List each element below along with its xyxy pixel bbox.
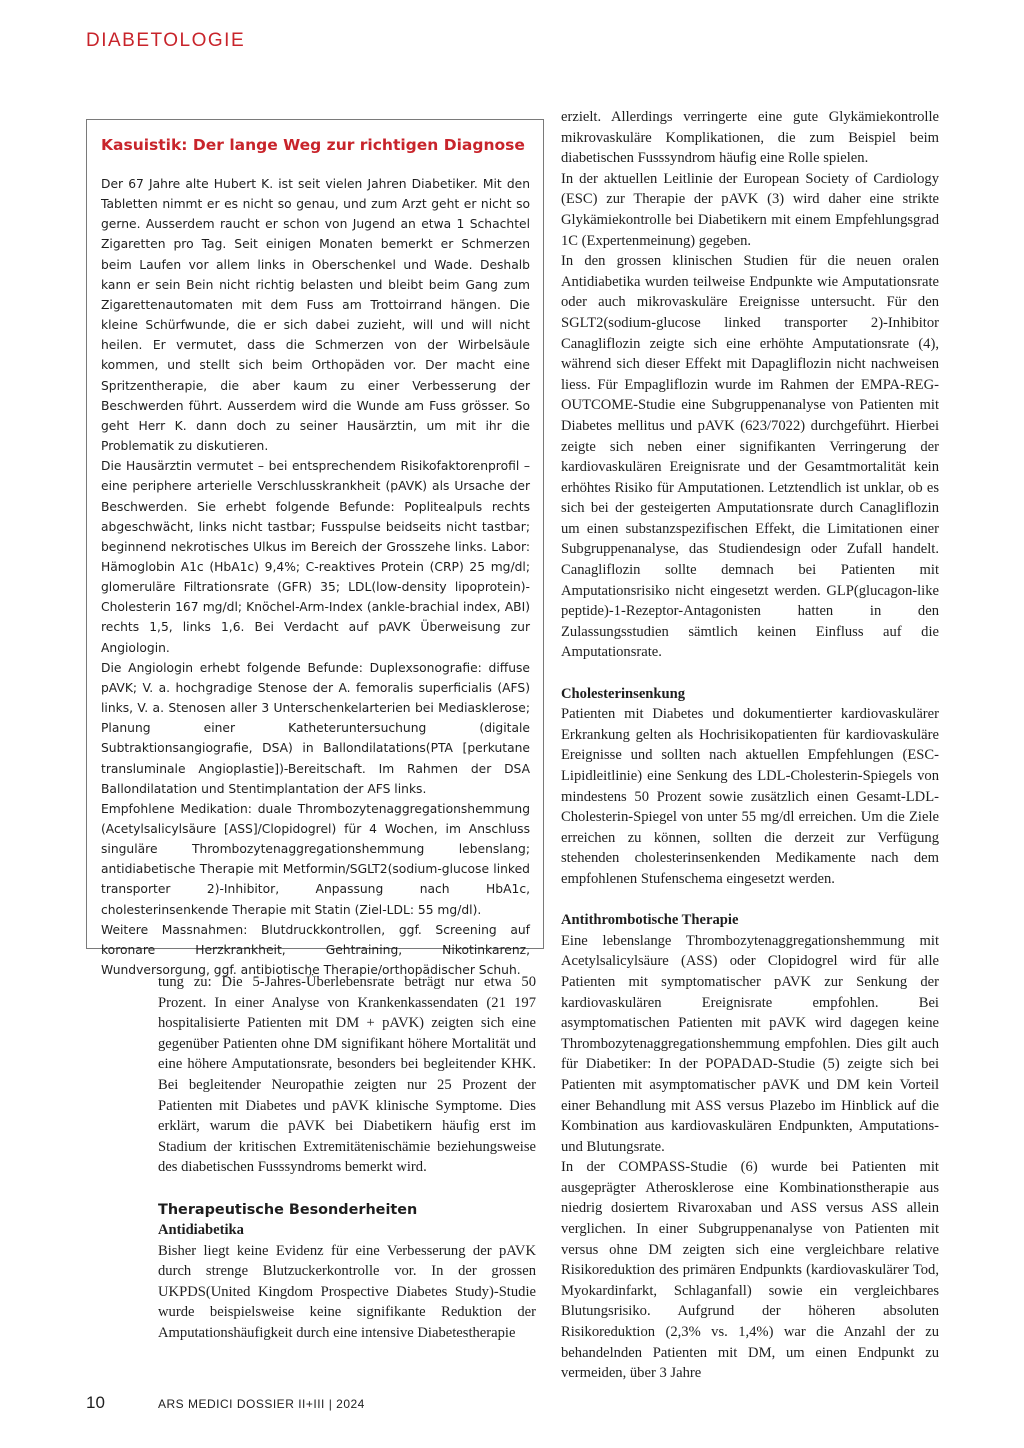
- section-heading: Therapeutische Besonderheiten: [158, 1201, 418, 1218]
- case-paragraph: Weitere Massnahmen: Blutdruckkontrollen, ggf. Screening auf koronare Herzkrankheit, Gehtraining, Nikotinkarenz, Wundversorgung, ggf. antibiotische Therapie/orthopädischer Schuh.: [101, 922, 530, 978]
- body-paragraph: In der COMPASS-Studie (6) wurde bei Patienten mit ausgeprägter Atherosklerose eine Kombinationstherapie aus niedrig dosiertem Rivaroxaban und ASS versus ASS allein verglichen. In einer Subgruppenanalyse von Patienten mit versus ohne DM zeigten sich eine vergleichbare relative Risikoreduktion des primären Endpunkts (kardiovaskulärer Tod, Myokardinfarkt, Schlaganfall) sowie ein vergleichbares Blutungsrisiko. Aufgrund der höheren absoluten Risikoreduktion (2,3% vs. 1,4%) war die Anzahl der zu behandelnden Patienten mit DM, um einen Endpunkt zu vermeiden, über 3 Jahre: [561, 1159, 939, 1382]
- case-paragraph: Empfohlene Medikation: duale Thrombozytenaggregationshemmung (Acetylsalicylsäure [ASS]/Clopidogrel) für 4 Wochen, im Anschluss singuläre Thrombozytenaggregationshemmung lebenslang; antidiabetische Therapie mit Metformin/SGLT2(sodium-glucose linked transporter 2)-Inhibitor, Anpassung nach HbA1c, cholesterinsenkende Therapie mit Statin (Ziel-LDL: 55 mg/dl).: [101, 801, 530, 917]
- subsection-heading: Antidiabetika: [158, 1221, 244, 1238]
- body-paragraph: erzielt. Allerdings verringerte eine gute Glykämiekontrolle mikrovaskuläre Komplikationen, die zum Beispiel beim diabetischen Fusssyndrom häufig eine Rolle spielen.: [561, 109, 939, 167]
- subsection-heading: Antithrombotische Therapie: [561, 912, 739, 929]
- section-header: DIABETOLOGIE: [86, 30, 246, 51]
- body-paragraph: tung zu: Die 5-Jahres-Überlebensrate beträgt nur etwa 50 Prozent. In einer Analyse von Krankenkassendaten (21 197 hospitalisierte Patienten mit DM + pAVK) zeigten sich eine gegenüber Patienten ohne DM signifikant höhere Mortalität und eine höhere Amputationsrate, besonders bei begleitender KHK. Bei begleitender Neuropathie zeigten nur 25 Prozent der Patienten mit Diabetes und pAVK klinische Symptome. Dies erklärt, warum die pAVK bei Diabetikern häufig erst im Stadium der kritischen Extremitätenischämie beziehungsweise des diabetischen Fusssyndroms bemerkt wird.: [158, 974, 536, 1176]
- journal-name: ARS MEDICI DOSSIER II+III | 2024: [158, 1397, 365, 1411]
- case-paragraph: Der 67 Jahre alte Hubert K. ist seit vielen Jahren Diabetiker. Mit den Tabletten nimmt er es nicht so genau, und zum Arzt geht er nicht so gerne. Ausserdem raucht er schon von Jugend an etwa 1 Schachtel Zigaretten pro Tag. Seit einigen Monaten bemerkt er Schmerzen beim Laufen vor allem links in Oberschenkel und Wade. Deshalb kann er sein Bein nicht richtig belasten und bleibt beim Gang zum Zigarettenautomaten mit dem Fuss am Trottoirrand hängen. Die kleine Schürfwunde, die er sich dabei zuzieht, will und will nicht heilen. Er vermutet, dass die Schmerzen von der Wirbelsäule kommen, und stellt sich beim Orthopäden vor. Der macht eine Spritzentherapie, die aber kaum zu einer Verbesserung der Beschwerden führt. Ausserdem wird die Wunde am Fuss grösser. So geht Herr K. dann doch zu seiner Hausärztin, um mit ihr die Problematik zu diskutieren.: [101, 177, 530, 454]
- body-paragraph: Patienten mit Diabetes und dokumentierter kardiovaskulärer Erkrankung gelten als Hochrisikopatienten für kardiovaskuläre Ereignisse und sollten nach aktuellen Empfehlungen (ESC-Lipidleitlinie) eine Senkung des LDL-Cholesterin-Spiegels von mindestens 50 Prozent sowie zusätzlich einen Gesamt-LDL-Cholesterin-Spiegel von unter 55 mg/dl erreichen. Um die Ziele erreichen zu können, sollten die derzeit zur Verfügung stehenden cholesterinsenkenden Medikamente nach dem empfohlenen Stufenschema eingesetzt werden.: [561, 706, 939, 887]
- case-study-title: Kasuistik: Der lange Weg zur richtigen Diagnose: [101, 136, 525, 154]
- body-paragraph: Bisher liegt keine Evidenz für eine Verbesserung der pAVK durch strenge Blutzuckerkontrolle vor. In der grossen UKPDS(United Kingdom Prospective Diabetes Study)-Studie wurde beispielsweise keine signifikante Reduktion der Amputationshäufigkeit durch eine intensive Diabetestherapie: [158, 1242, 536, 1341]
- case-study-box: [86, 119, 544, 978]
- right-column: [561, 107, 939, 1384]
- body-paragraph: In den grossen klinischen Studien für die neuen oralen Antidiabetika wurden teilweise Endpunkte wie Amputationsrate oder auch mikrovaskuläre Ereignisse untersucht. Für den SGLT2(sodium-glucose linked transporter 2)-Inhibitor Canagliflozin zeigte sich eine erhöhte Amputationsrate (4), während sich dieser Effekt mit Dapagliflozin nicht nachweisen liess. Für Empagliflozin wurde im Rahmen der EMPA-REG-OUTCOME-Studie eine Subgruppenanalyse von Patienten mit Diabetes mellitus und pAVK (623/7022) durchgeführt. Hierbei zeigte sich neben einer signifikanten Verringerung der kardiovaskulären Ereignisrate und der Gesamtmortalität kein erhöhtes Risiko für Amputationen. Letztendlich ist unklar, ob es sich bei der gesteigerten Amputationsrate durch Canagliflozin um einen substanzspezifischen Effekt, die Limitationen einer Subgruppenanalyse, das Studiendesign oder Zufall handelt. Canagliflozin sollte demnach bei Patienten mit Amputationsrisiko nicht eingesetzt werden. GLP(glucagon-like peptide)-1-Rezeptor-Antagonisten hatten in den Zulassungsstudien sämtlich keinen Einfluss auf die Amputationsrate.: [561, 253, 939, 661]
- body-paragraph: Eine lebenslange Thrombozytenaggregationshemmung mit Acetylsalicylsäure (ASS) oder Clopidogrel wird für alle Patienten mit symptomatischer pAVK zur Senkung der kardiovaskulären Ereignisrate empfohlen. Bei asymptomatischen Patienten mit pAVK wird dagegen keine Thrombozytenaggregationshemmung empfohlen. Dies gilt auch für Diabetiker: In der POPADAD-Studie (5) zeigte sich bei Patienten mit asymptomatischer pAVK und DM kein Vorteil einer Behandlung mit ASS versus Plazebo im Hinblick auf die Kombination aus kardiovaskulären Endpunkten, Amputations- und Blutungsrate.: [561, 932, 939, 1155]
- left-column: [158, 972, 536, 1344]
- body-paragraph: In der aktuellen Leitlinie der European Society of Cardiology (ESC) zur Therapie der pAVK (3) wird daher eine strikte Glykämiekontrolle bei Diabetikern mit einem Empfehlungsgrad 1C (Expertenmeinung) gegeben.: [561, 170, 939, 249]
- case-paragraph: Die Hausärztin vermutet – bei entsprechendem Risikofaktorenprofil – eine periphere arterielle Verschlusskrankheit (pAVK) als Ursache der Beschwerden. Sie erhebt folgende Befunde: Poplitealpuls rechts abgeschwächt, links nicht tastbar; Fusspulse beidseits nicht tastbar; beginnend nekrotisches Ulkus im Bereich der Grosszehe links. Labor: Hämoglobin A1c (HbA1c) 9,4%; C-reaktives Protein (CRP) 25 mg/dl; glomeruläre Filtrationsrate (GFR) 35; LDL(low-density lipoprotein)-Cholesterin 167 mg/dl; Knöchel-Arm-Index (ankle-brachial index, ABI) rechts 1,5, links 1,6. Bei Verdacht auf pAVK Überweisung zur Angiologin.: [101, 459, 530, 655]
- case-paragraph: Die Angiologin erhebt folgende Befunde: Duplexsonografie: diffuse pAVK; V. a. hochgradige Stenose der A. femoralis superficialis (AFS) links, V. a. Stenosen aller 3 Unterschenkelarterien bei Mediasklerose; Planung einer Katheteruntersuchung (digitale Subtraktionsangiografie, DSA) in Ballondilatations(PTA [perkutane transluminale Angioplastie])-Bereitschaft. Im Rahmen der DSA Ballondilatation und Stentimplantation der AFS links.: [101, 660, 530, 796]
- page-number: 10: [86, 1393, 105, 1412]
- subsection-heading: Cholesterinsenkung: [561, 685, 686, 702]
